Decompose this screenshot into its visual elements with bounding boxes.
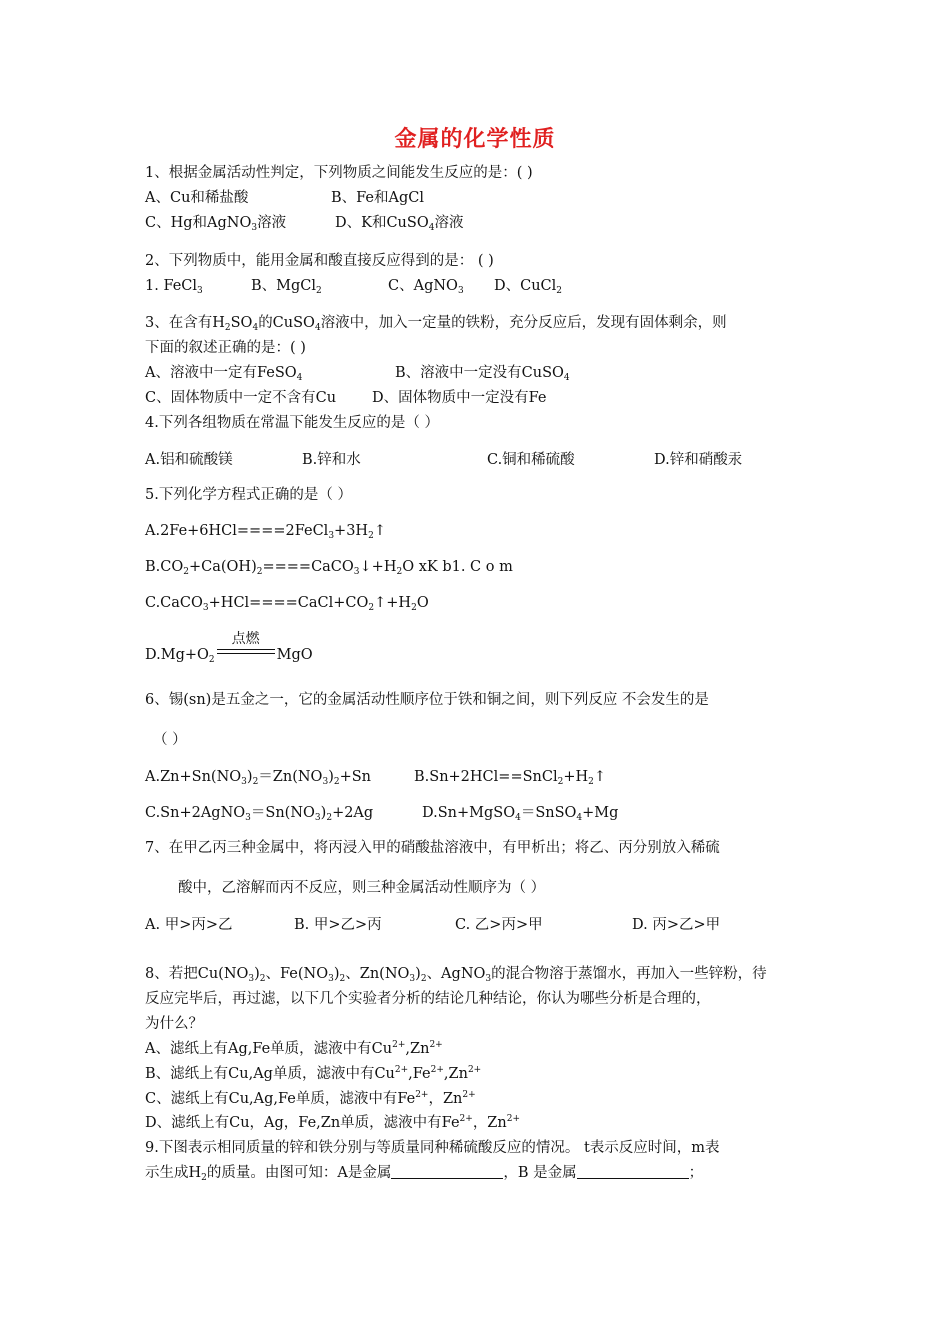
q2-stem: 2、下列物质中，能用金属和酸直接反应得到的是： ( )	[145, 253, 494, 269]
q7-stem-line2: 酸中，乙溶解而丙不反应，则三种金属活动性顺序为（ ）	[178, 880, 546, 896]
q3-option-d: D、固体物质中一定没有Fe	[372, 390, 547, 406]
page-title: 金属的化学性质	[394, 126, 556, 152]
q8-option-b: B、滤纸上有Cu,Ag单质，滤液中有$Cu^{2+},Fe^{2+},Zn^{2+}$	[145, 1065, 482, 1082]
q5-stem: 5.下列化学方程式正确的是（ ）	[145, 487, 352, 503]
q8-option-a: A、滤纸上有Ag,Fe单质，滤液中有$Cu^{2+},Zn^{2+}$	[145, 1040, 443, 1057]
q4-option-a: A.铝和硫酸镁	[145, 452, 233, 468]
q6-stem: 6、锡(sn)是五金之一，它的金属活动性顺序位于铁和铜之间，则下列反应 不会发生的是	[145, 692, 709, 708]
q7-option-d: D. 丙>乙>甲	[632, 917, 721, 933]
q3-stem-line2: 下面的叙述正确的是：( )	[145, 340, 306, 356]
q1-option-d: D、K和CuSO$_4$溶液	[335, 215, 464, 233]
q4-option-d: D.锌和硝酸汞	[654, 452, 743, 468]
q7-option-c: C. 乙>丙>甲	[455, 917, 543, 933]
q2-option-a: 1. FeCl$_3$	[145, 278, 203, 296]
q4-option-b: B.锌和水	[302, 452, 361, 468]
q3-option-b: B、溶液中一定没有CuSO$_4$	[395, 365, 570, 383]
q8-option-d: D、滤纸上有Cu，Ag，Fe,Zn单质，滤液中有$Fe^{2+}$，$Zn^{2+}$	[145, 1114, 521, 1131]
answer-blank-b[interactable]	[577, 1164, 689, 1179]
q6-answer-paren: （ ）	[153, 732, 187, 748]
q5-option-b: $B.CO_2+Ca(OH)_2====CaCO_3↓+H_2O$ xK b1. C o m	[145, 559, 513, 577]
q5-option-d: $D.Mg+O_2$ 点燃 MgO	[145, 631, 313, 665]
q6-option-a: $A.Zn+Sn(NO_3)_2=Zn(NO_3)_2+Sn$	[145, 769, 372, 787]
q6-option-b: $B.Sn+2HCl==SnCl_2+H_2↑$	[414, 769, 607, 787]
q1-option-c: C、Hg和AgNO$_3$溶液	[145, 215, 287, 233]
q2-option-c: C、AgNO$_3$	[388, 278, 464, 296]
q5-option-c: $C.CaCO_3+HCl====CaCl+CO_2↑+H_2O$	[145, 595, 429, 613]
q8-stem-line2: 反应完毕后，再过滤，以下几个实验者分析的结论几种结论，你认为哪些分析是合理的，	[145, 991, 711, 1007]
q7-stem-line1: 7、在甲乙丙三种金属中，将丙浸入甲的硝酸盐溶液中，有甲析出；将乙、丙分别放入稀硫	[145, 840, 720, 856]
q8-option-c: C、滤纸上有Cu,Ag,Fe单质，滤液中有$Fe^{2+}$，$Zn^{2+}$	[145, 1090, 476, 1107]
q6-option-c: $C.Sn+2AgNO_3=Sn(NO_3)_2+2Ag$	[145, 805, 374, 823]
answer-blank-a[interactable]	[391, 1164, 503, 1179]
q3-option-c: C、固体物质中一定不含有Cu	[145, 390, 337, 406]
q8-stem-line3: 为什么？	[145, 1016, 203, 1032]
q4-stem: 4.下列各组物质在常温下能发生反应的是（ ）	[145, 415, 439, 431]
q1-option-b: B、Fe和AgCl	[331, 190, 424, 206]
q3-option-a: A、溶液中一定有FeSO$_4$	[145, 365, 303, 383]
q5-option-a: $A.2Fe+6HCl====2FeCl_3+3H_2↑$	[145, 523, 386, 541]
q9-stem-line1: 9.下图表示相同质量的锌和铁分别与等质量同种稀硫酸反应的情况。 t表示反应时间，m表	[145, 1140, 720, 1156]
q3-stem-line1: 3、在含有$H_2SO_4$的CuSO$_4$溶液中，加入一定量的铁粉，充分反应后，发现有固体剩余，则	[145, 315, 727, 333]
q8-stem-line1: 8、若把$Cu(NO_3)_2$、$Fe(NO_3)_2$、$Zn(NO_3)_2$、AgNO$_3$的混合物溶于蒸馏水，再加入一些锌粉，待	[145, 966, 767, 984]
q6-option-d: D.Sn+MgSO$_4$＝SnSO$_4$+Mg	[422, 805, 619, 823]
q2-option-b: B、MgCl$_2$	[251, 278, 322, 296]
q1-option-a: A、Cu和稀盐酸	[145, 190, 249, 206]
reaction-condition-arrow: 点燃	[215, 641, 277, 661]
q7-option-b: B. 甲>乙>丙	[294, 917, 382, 933]
q9-stem-line2: 示生成$H_2$的质量。由图可知：A是金属 ，B 是金属 ；	[145, 1165, 704, 1183]
q7-option-a: A. 甲>丙>乙	[145, 917, 233, 933]
q1-stem: 1、根据金属活动性判定，下列物质之间能发生反应的是：( )	[145, 165, 533, 181]
q4-option-c: C.铜和稀硫酸	[487, 452, 575, 468]
q2-option-d: D、CuCl$_2$	[494, 278, 563, 296]
